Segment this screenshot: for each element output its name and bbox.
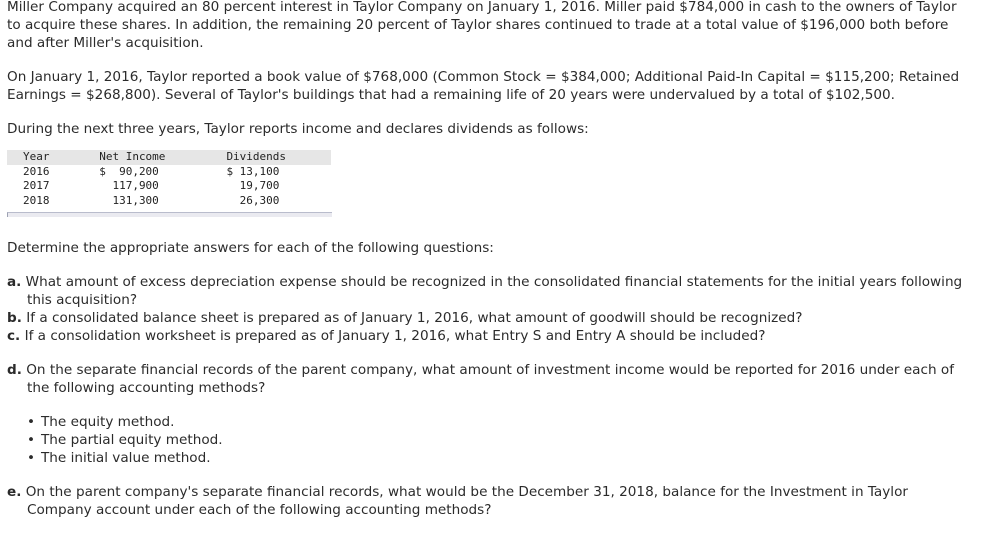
question-b [7, 309, 967, 327]
question-d [7, 361, 967, 397]
question-a-label: a. [7, 274, 22, 290]
question-e-text: On the parent company's separate financial records, what would be the December 31, 2018, balance for the Investment in Taylor Company account under each of the following accounting methods? [25, 484, 908, 518]
method-item: • The equity method. [27, 413, 967, 431]
net-income-value: $ 90,200 [99, 164, 159, 178]
cell-dividends: 26,300 [226, 193, 280, 207]
intro-paragraph-3: During the next three years, Taylor reports income and declares dividends as follows: [7, 121, 589, 137]
intro-paragraph-1: Miller Company acquired an 80 percent interest in Taylor Company on January 1, 2016. Miller paid $784,000 in cash to the owners of Taylor to acquire these shares. In addition, the remaining 20 percent of Taylor shares continued to trade at a total value of $196,000 both before and after Miller's acquisition. [7, 0, 957, 51]
cell-year: 2017 [23, 179, 50, 192]
question-e-label: e. [7, 484, 22, 500]
methods-list [7, 413, 967, 467]
question-b-text: If a consolidated balance sheet is prepared as of January 1, 2016, what amount of goodwill should be recognized? [26, 310, 803, 326]
cell-dividends: 19,700 [226, 179, 280, 192]
question-c [7, 327, 967, 345]
questions-list [7, 273, 967, 397]
question-d-text: On the separate financial records of the parent company, what amount of investment income would be reported for 2016 under each of the following accounting methods? [26, 362, 954, 396]
method-item: • The initial value method. [27, 449, 967, 467]
question-b-label: b. [7, 310, 22, 326]
net-income-value: 131,300 [99, 193, 159, 207]
intro-paragraph-2: On January 1, 2016, Taylor reported a book value of $768,000 (Common Stock = $384,000; Additional Paid-In Capital = $115,200; Retained Earnings = $268,800). Several of Taylor's buildings that had a remaining life of 20 years were undervalued by a total of $102,500. [7, 69, 960, 103]
net-income-value: 117,900 [99, 179, 159, 192]
question-c-text: If a consolidation worksheet is prepared as of January 1, 2016, what Entry S and Entry A should be included? [24, 328, 766, 344]
questions-intro: Determine the appropriate answers for each of the following questions: [7, 240, 494, 256]
question-e [7, 483, 967, 519]
question-a-text: What amount of excess depreciation expense should be recognized in the consolidated financial statements for the initial years following this acquisition? [25, 274, 963, 308]
table-row [7, 194, 331, 209]
table-bottom-rule [7, 212, 332, 217]
cell-net-income [97, 194, 226, 209]
header-net-income [97, 150, 226, 165]
income-dividends-table [7, 150, 331, 208]
header-year: Year [7, 150, 97, 165]
cell-net-income [97, 179, 226, 194]
header-dividends: Dividends [226, 150, 331, 165]
cell-year: 2018 [23, 193, 50, 207]
cell-net-income [97, 165, 226, 180]
problem-content [7, 0, 967, 519]
table-header-row [7, 150, 331, 165]
question-c-label: c. [7, 328, 21, 344]
questions-list-continued [7, 483, 967, 519]
income-dividends-table-container [7, 150, 331, 220]
question-d-label: d. [7, 362, 22, 378]
cell-dividends: $ 13,100 [226, 164, 280, 178]
header-net-income-label: Net Income [99, 150, 166, 163]
table-row [7, 165, 331, 180]
cell-year: 2016 [23, 164, 50, 178]
question-a [7, 273, 967, 309]
table-row [7, 179, 331, 194]
method-item: • The partial equity method. [27, 431, 967, 449]
